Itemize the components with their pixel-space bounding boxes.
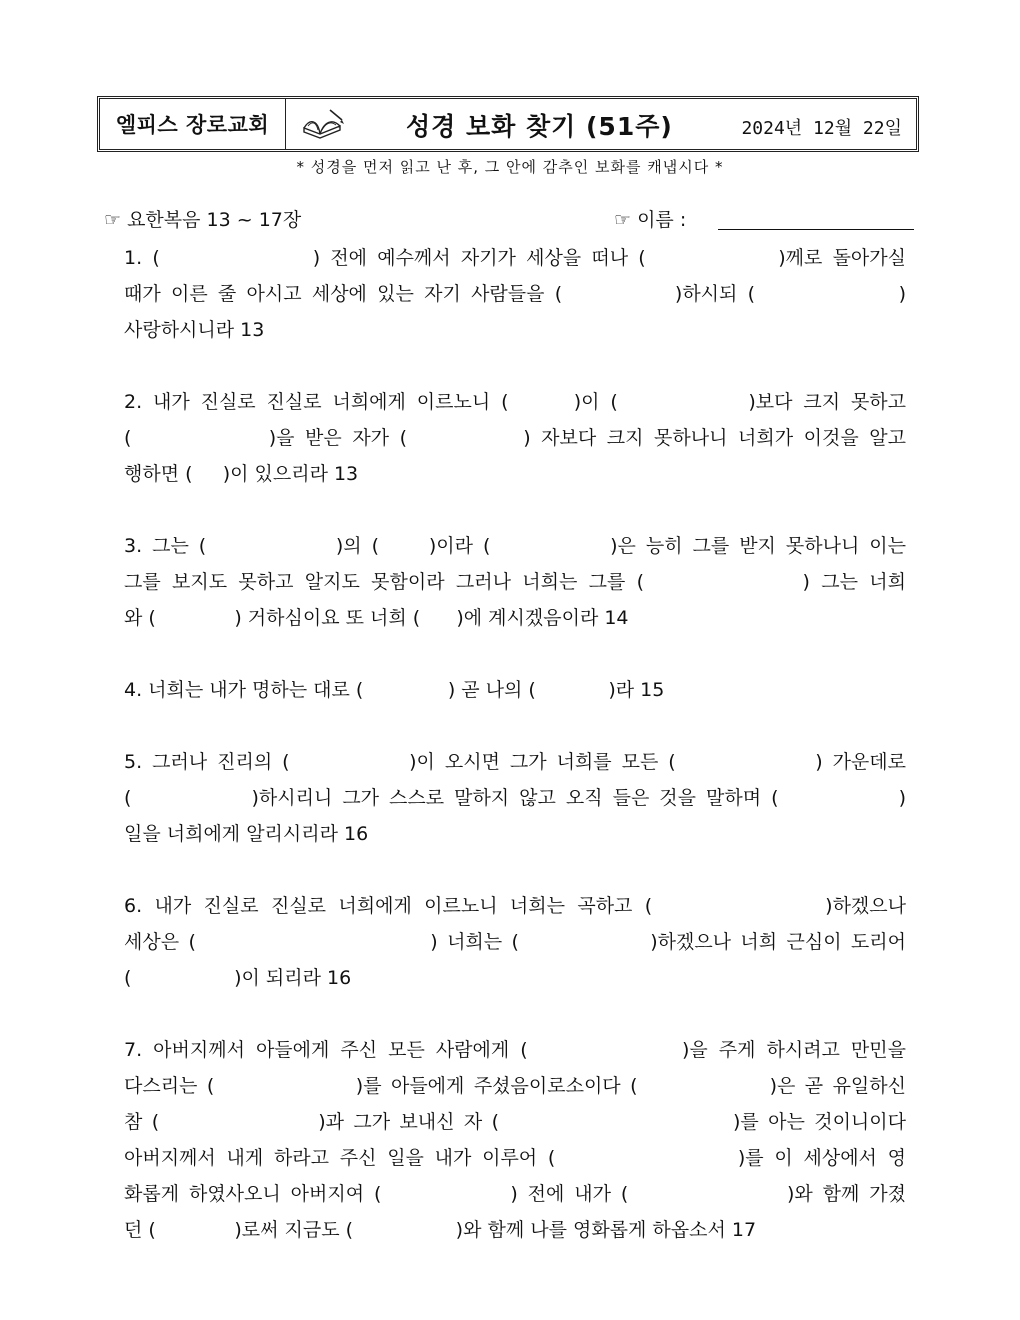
question-5 [124,744,906,852]
question-line: 아버지께서 내게 하라고 주신 일을 내가 이루어 ( )를 이 세상에서 영 [124,1147,906,1169]
question-list [124,240,906,1284]
question-line: 세상은 ( ) 너희는 ( )하겠으나 너희 근심이 도리어 [124,931,906,953]
question-2 [124,384,906,492]
instruction: * 성경을 먼저 읽고 난 후, 그 안에 감추인 보화를 캐냅시다 * [296,158,724,176]
name-label: ☞ 이름 : [614,209,687,231]
question-line: 6. 내가 진실로 진실로 너희에게 이르노니 너희는 곡하고 ( )하겠으나 [124,895,906,917]
question-line: 사랑하시니라 13 [124,319,265,341]
question-line: 다스리는 ( )를 아들에게 주셨음이로소이다 ( )은 곧 유일하신 [124,1075,906,1097]
question-line: 1. ( ) 전에 예수께서 자기가 세상을 떠나 ( )께로 돌아가실 [124,247,906,269]
question-7 [124,1032,906,1248]
question-line: 화롭게 하였사오니 아버지여 ( ) 전에 내가 ( )와 함께 가졌 [124,1183,906,1205]
question-line: 7. 아버지께서 아들에게 주신 모든 사람에게 ( )을 주게 하시려고 만민을 [124,1039,906,1061]
page-title: 성경 보화 찾기 (51주) [406,112,673,141]
question-4 [124,672,906,708]
question-line: ( )하시리니 그가 스스로 말하지 않고 오직 들은 것을 말하며 ( ) [124,787,906,809]
question-line: 참 ( )과 그가 보내신 자 ( )를 아는 것이니이다 [124,1111,906,1133]
question-line: 4. 너희는 내가 명하는 대로 ( ) 곧 나의 ( )라 15 [124,679,665,701]
date: 2024년 12월 22일 [741,118,902,139]
question-line: ( )이 되리라 16 [124,967,352,989]
header-box [97,96,919,152]
question-line: 그를 보지도 못하고 알지도 못함이라 그러나 너희는 그를 ( ) 그는 너희 [124,571,906,593]
section-label: ☞ 요한복음 13 ~ 17장 [104,209,302,231]
question-line: 5. 그러나 진리의 ( )이 오시면 그가 너희를 모든 ( ) 가운데로 [124,751,906,773]
question-line: 던 ( )로써 지금도 ( )와 함께 나를 영화롭게 하옵소서 17 [124,1219,757,1241]
question-3 [124,528,906,636]
question-line: ( )을 받은 자가 ( ) 자보다 크지 못하나니 너희가 이것을 알고 [124,427,906,449]
title-area [286,99,916,149]
question-line: 행하면 ( )이 있으리라 13 [124,463,359,485]
question-line: 일을 너희에게 알리시리라 16 [124,823,369,845]
name-input-line[interactable] [718,229,914,230]
question-6 [124,888,906,996]
question-1 [124,240,906,348]
church-name: 엘피스 장로교회 [100,99,286,149]
book-icon [300,106,346,144]
question-line: 때가 이른 줄 아시고 세상에 있는 자기 사람들을 ( )하시되 ( ) [124,283,906,305]
question-line: 와 ( ) 거하심이요 또 너희 ( )에 계시겠음이라 14 [124,607,629,629]
question-line: 3. 그는 ( )의 ( )이라 ( )은 능히 그를 받지 못하나니 이는 [124,535,906,557]
question-line: 2. 내가 진실로 진실로 너희에게 이르노니 ( )이 ( )보다 크지 못하고 [124,391,906,413]
